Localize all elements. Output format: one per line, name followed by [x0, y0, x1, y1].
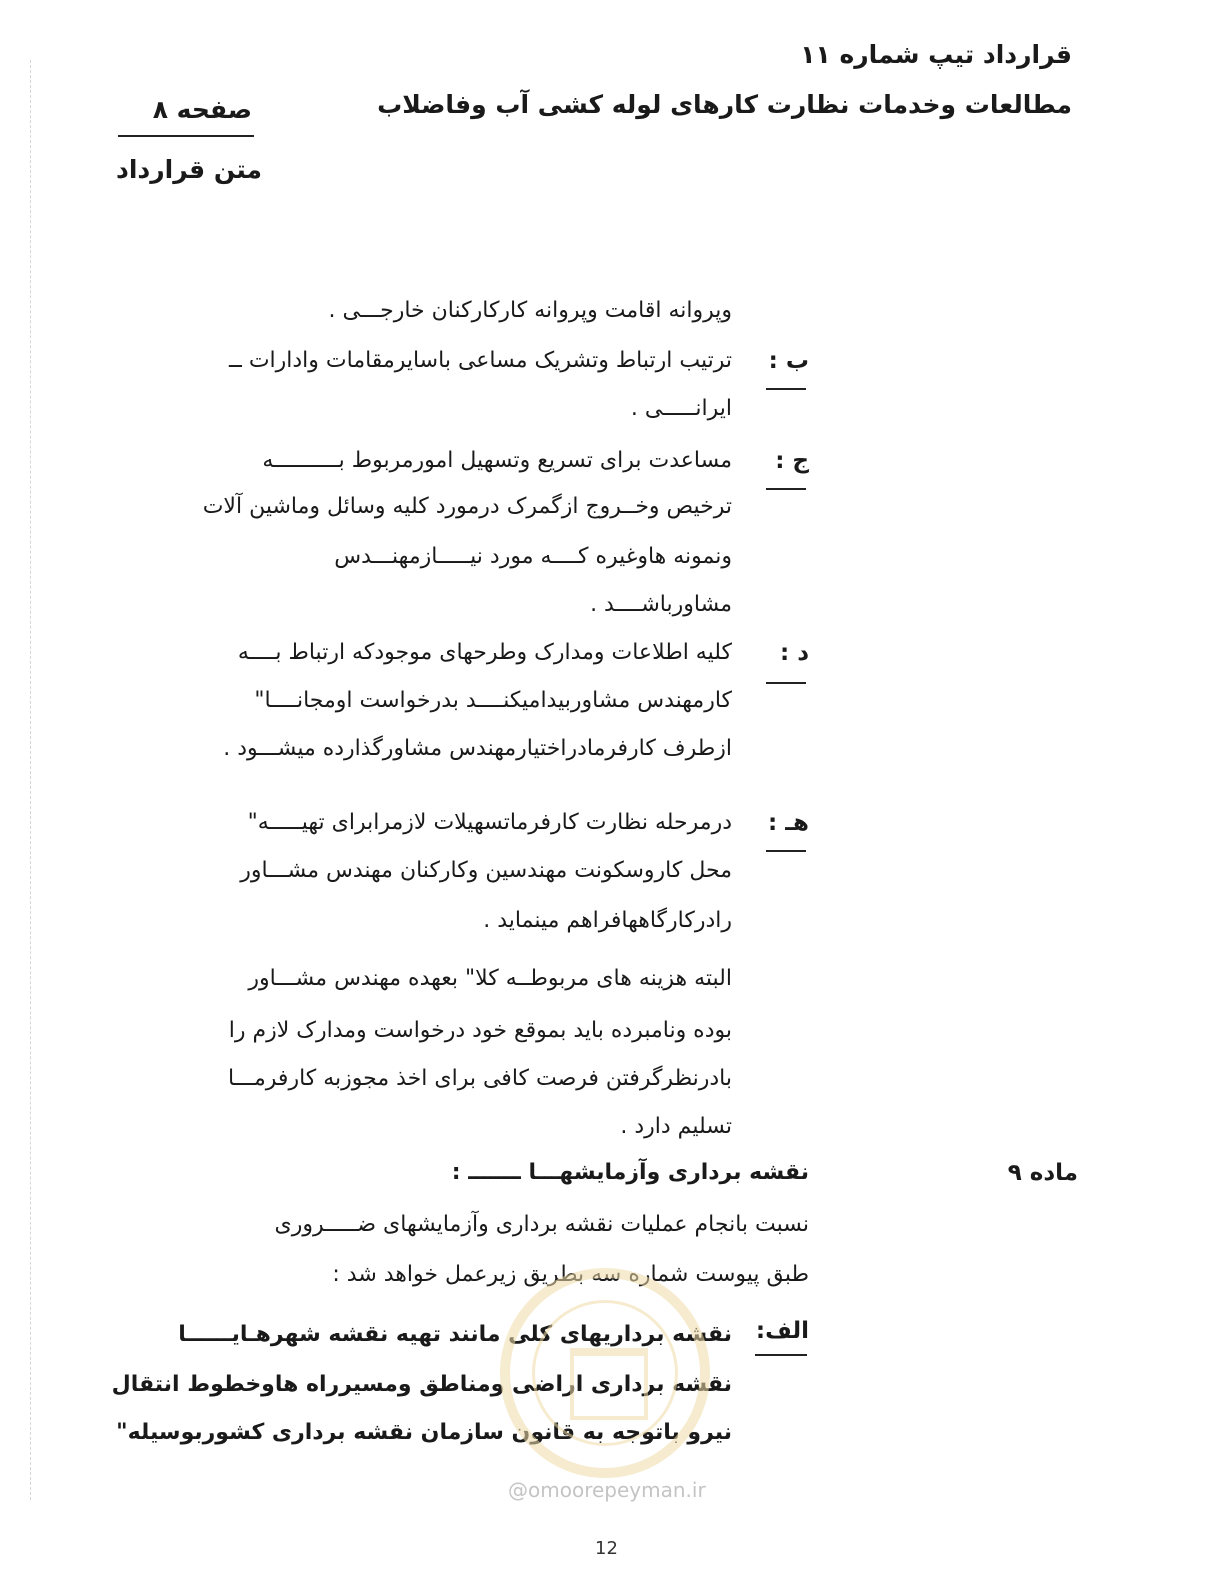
para-line: طبق پیوست شماره سه بطریق زیرعمل خواهد شد : [332, 1262, 809, 1287]
para-line: ترتیب ارتباط وتشریک مساعی باسایرمقامات وادارات ــ [228, 348, 732, 373]
section-label: متن قرارداد [116, 155, 262, 184]
para-line: بوده ونامبرده باید بموقع خود درخواست ومدارک لازم را [228, 1018, 732, 1043]
para-line: ایرانـــــی . [630, 396, 732, 421]
contract-subject: مطالعات وخدمات نظارت کارهای لوله کشی آب وفاضلاب [377, 90, 1072, 119]
para-line: بادرنظرگرفتن فرصت کافی برای اخذ مجوزبه کارفرمـــا [227, 1066, 732, 1091]
at-icon: @ [508, 1478, 528, 1502]
para-line: رادرکارگاههافراهم مینماید . [483, 908, 732, 933]
para-line: ونمونه هاوغیره کــــه مورد نیـــــازمهنـــدس [334, 544, 732, 569]
item-label-underline [755, 1354, 807, 1356]
para-line: محل کاروسکونت مهندسین وکارکنان مهندس مشـــاور [240, 858, 732, 883]
item-label-h: هـ : [767, 810, 809, 836]
para-line: البته هزینه های مربوطــه کلا" بعهده مهندس مشـــاور [248, 966, 732, 991]
para-line: نقشه برداری اراضی ومناطق ومسیرراه هاوخطوط انتقال [111, 1372, 732, 1397]
para-line: ازطرف کارفرمادراختیارمهندس مشاورگذارده میشـــود . [223, 736, 732, 761]
item-label-d: د : [779, 640, 809, 666]
watermark-seal-logo [500, 1268, 710, 1478]
para-line: کارمهندس مشاوربیدامیکنــــد بدرخواست اومجانــــا" [254, 688, 732, 713]
article-9-label: ماده ۹ [1007, 1160, 1078, 1186]
para-line: ترخیص وخــروج ازگمرک درمورد کلیه وسائل وماشین آلات [202, 494, 732, 519]
item-label-underline [766, 850, 806, 852]
para-line: کلیه اطلاعات ومدارک وطرحهای موجودکه ارتباط بــــه [237, 640, 732, 665]
scan-edge-artifact [30, 60, 39, 1500]
para-line: وپروانه اقامت وپروانه کارکارکنان خارجـــی . [328, 298, 732, 323]
watermark-url: @omoorepeyman.ir [508, 1478, 706, 1502]
page-number: 12 [595, 1538, 618, 1559]
para-line: مشاورباشــــد . [590, 592, 732, 617]
para-line: مساعدت برای تسریع وتسهیل امورمربوط بــــــــــه [262, 448, 732, 473]
page-label: صفحه ۸ [152, 95, 252, 124]
para-line: نقشه برداریهای کلی مانند تهیه نقشه شهرهـایــــــا [178, 1322, 732, 1347]
item-label-j: ج : [775, 448, 809, 474]
page-label-underline [118, 135, 254, 137]
contract-type: قرارداد تیپ شماره ۱۱ [800, 40, 1072, 69]
item-label-b: ب : [768, 348, 809, 374]
para-line: درمرحله نظارت کارفرماتسهیلات لازمرابرای تهیـــــه" [247, 810, 732, 835]
item-label-underline [766, 388, 806, 390]
item-label-underline [766, 488, 806, 490]
para-line: نیرو باتوجه به قانون سازمان نقشه برداری کشوربوسیله" [116, 1420, 732, 1445]
item-label-alef: الف: [755, 1318, 809, 1344]
para-line: تسلیم دارد . [620, 1114, 732, 1139]
article-9-title: نقشه برداری وآزمایشهـــا ـــــــ : [451, 1160, 809, 1185]
para-line: نسبت بانجام عملیات نقشه برداری وآزمایشهای ضـــــروری [274, 1212, 809, 1237]
item-label-underline [766, 682, 806, 684]
